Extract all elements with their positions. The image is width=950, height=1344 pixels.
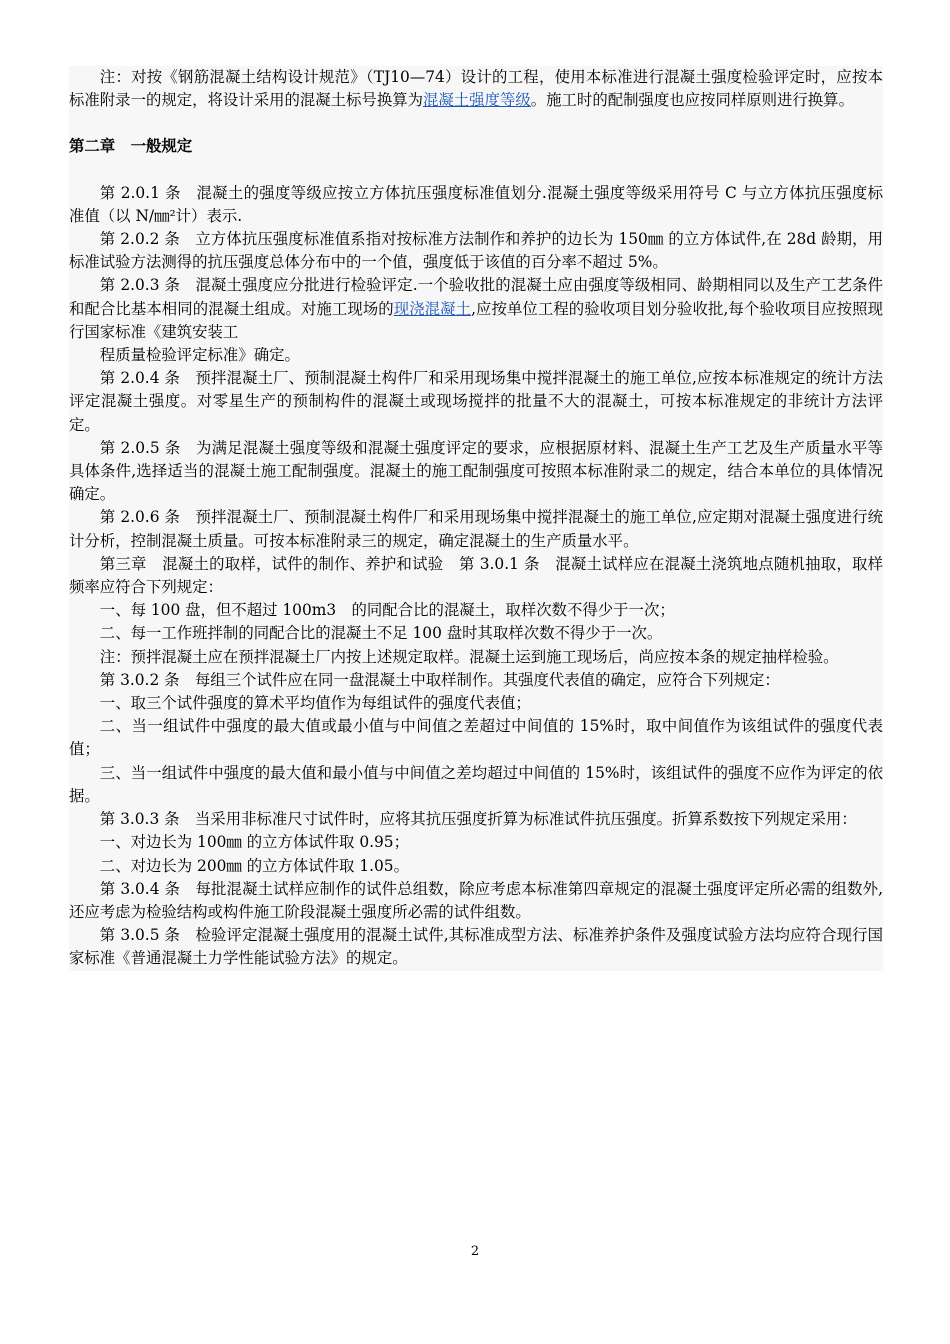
article-3-0-1-note: 注：预拌混凝土应在预拌混凝土厂内按上述规定取样。混凝土运到施工现场后，尚应按本条的规定抽样检验。 <box>99 647 839 666</box>
article-3-0-2-item-3: 三、当一组试件中强度的最大值和最小值与中间值之差均超过中间值的 15%时，该组试件的强度不应作为评定的依据。 <box>69 763 883 805</box>
article-3-0-2-item-1: 一、取三个试件强度的算术平均值作为每组试件的强度代表值； <box>99 694 531 713</box>
cast-in-place-concrete-link[interactable]: 现浇混凝土 <box>393 299 472 318</box>
article-3-0-5: 第 3.0.5 条 检验评定混凝土强度用的混凝土试件,其标准成型方法、标准养护条件及强度试验方法均应符合现行国家标准《普通混凝土力学性能试验方法》的规定。 <box>69 926 883 968</box>
article-2-0-6: 第 2.0.6 条 预拌混凝土厂、预制混凝土构件厂和采用现场集中搅拌混凝土的施工单位,应定期对混凝土强度进行统计分析，控制混凝土质量。可按本标准附录三的规定，确定混凝土的生产质量水平。 <box>69 508 883 550</box>
article-2-0-3-text-end: ,应按单位工程的验收项目划分验收批,每个验收项目应按照现行国家标准《建筑安装工 <box>69 299 883 341</box>
article-3-0-1-item-2: 二、每一工作班拌制的同配合比的混凝土不足 100 盘时其取样次数不得少于一次。 <box>99 624 663 643</box>
article-2-0-3 <box>69 274 883 344</box>
chapter-3-article-3-0-1: 第三章 混凝土的取样，试件的制作、养护和试验 第 3.0.1 条 混凝土试样应在混凝土浇筑地点随机抽取，取样频率应符合下列规定： <box>69 554 883 597</box>
article-3-0-2: 第 3.0.2 条 每组三个试件应在同一盘混凝土中取样制作。其强度代表值的确定，应符合下列规定： <box>99 670 780 689</box>
article-3-0-1-item-1: 一、每 100 盘，但不超过 100m3 的同配合比的混凝土，取样次数不得少于一次； <box>99 601 675 620</box>
document-page <box>69 66 883 971</box>
article-3-0-3-item-2: 二、对边长为 200㎜ 的立方体试件取 1.05。 <box>99 856 409 875</box>
concrete-strength-grade-link[interactable]: 混凝土强度等级 <box>423 91 531 110</box>
intro-note-text: 注：对按《钢筋混凝土结构设计规范》（TJ10—74）设计的工程，使用本标准进行混凝土强度检验评定时，应按本标准附录一的规定，将设计采用的混凝土标号换算为 <box>69 68 883 110</box>
article-2-0-3-continuation: 程质量检验评定标准》确定。 <box>99 346 300 365</box>
article-2-0-1: 第 2.0.1 条 混凝土的强度等级应按立方体抗压强度标准值划分.混凝土强度等级采用符号 C 与立方体抗压强度标准值（以 N/㎜²计）表示. <box>69 183 883 225</box>
page-number: 2 <box>470 1244 480 1259</box>
chapter-2-heading: 第二章 一般规定 <box>69 137 193 156</box>
article-3-0-3: 第 3.0.3 条 当采用非标准尺寸试件时，应将其抗压强度折算为标准试件抗压强度。折算系数按下列规定采用： <box>99 810 857 829</box>
article-3-0-3-item-1: 一、对边长为 100㎜ 的立方体试件取 0.95； <box>99 833 409 852</box>
article-3-0-2-item-2: 二、当一组试件中强度的最大值或最小值与中间值之差超过中间值的 15%时，取中间值作为该组试件的强度代表值； <box>69 717 883 759</box>
article-2-0-2: 第 2.0.2 条 立方体抗压强度标准值系指对按标准方法制作和养护的边长为 150㎜ 的立方体试件,在 28d 龄期，用标准试验方法测得的抗压强度总体分布中的一个值，强度低于该值的百分率不超过 5%。 <box>69 230 883 272</box>
content-block <box>69 66 883 971</box>
intro-note <box>69 66 883 112</box>
article-2-0-4: 第 2.0.4 条 预拌混凝土厂、预制混凝土构件厂和采用现场集中搅拌混凝土的施工单位,应按本标准规定的统计方法评定混凝土强度。对零星生产的预制构件的混凝土或现场搅拌的批量不大的混凝土，可按本标准规定的非统计方法评定。 <box>69 369 883 434</box>
article-2-0-5: 第 2.0.5 条 为满足混凝土强度等级和混凝土强度评定的要求，应根据原材料、混凝土生产工艺及生产质量水平等具体条件,选择适当的混凝土施工配制强度。混凝土的施工配制强度可按照本标准附录二的规定，结合本单位的具体情况确定。 <box>69 438 883 504</box>
article-2-0-3-text: 第 2.0.3 条 混凝土强度应分批进行检验评定.一个验收批的混凝土应由强度等级相同、龄期相同以及生产工艺条件和配合比基本相同的混凝土组成。对施工现场的 <box>69 276 883 318</box>
intro-note-text-end: 。施工时的配制强度也应按同样原则进行换算。 <box>530 91 854 110</box>
article-3-0-4: 第 3.0.4 条 每批混凝土试样应制作的试件总组数，除应考虑本标准第四章规定的混凝土强度评定所必需的组数外,还应考虑为检验结构或构件施工阶段混凝土强度所必需的试件组数。 <box>69 879 883 921</box>
